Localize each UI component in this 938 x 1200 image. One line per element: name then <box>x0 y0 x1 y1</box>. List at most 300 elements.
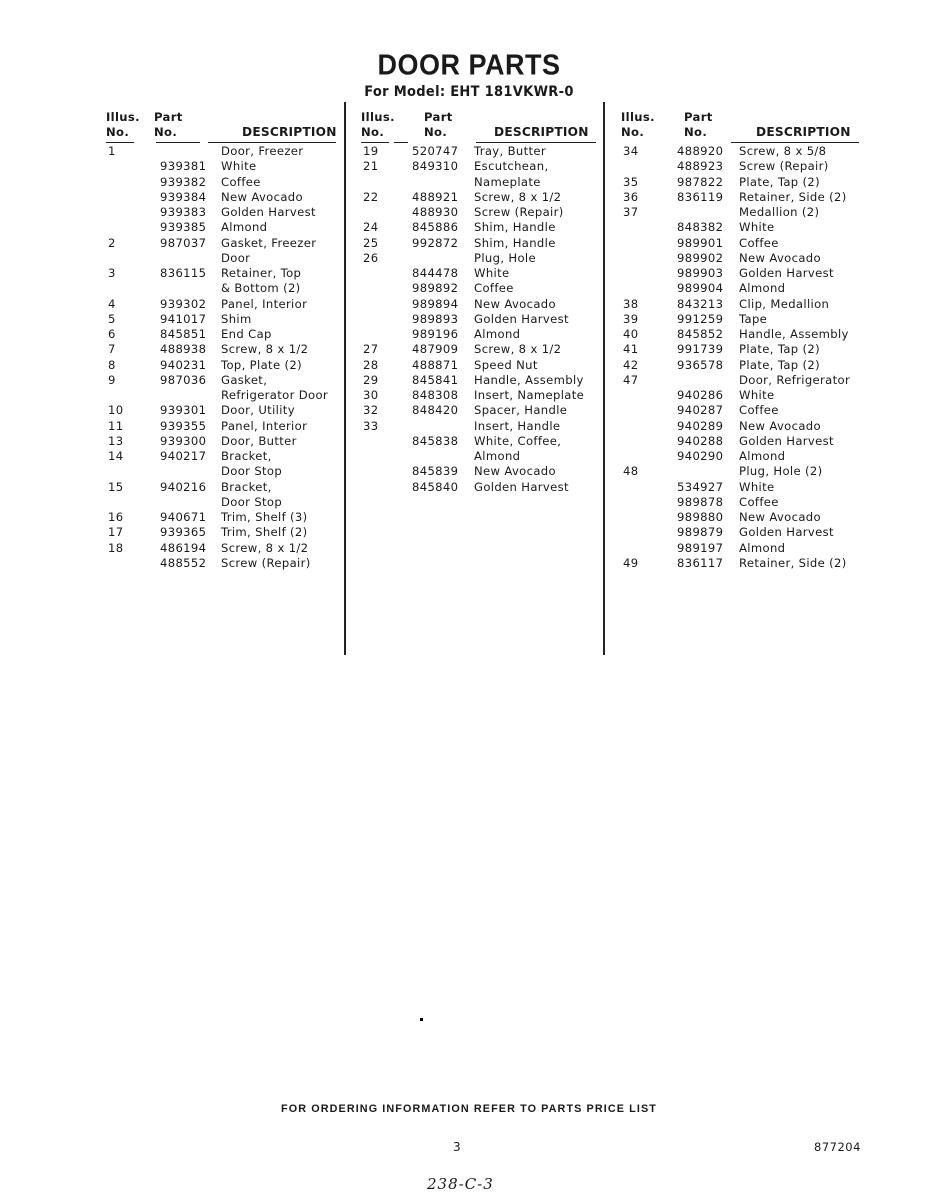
illus-number: 29 <box>363 372 379 387</box>
part-description: Almond <box>221 220 268 235</box>
part-header-line2: No. <box>154 125 178 139</box>
part-description: Coffee <box>739 403 779 418</box>
part-description: Screw, 8 x 5/8 <box>739 144 827 158</box>
part-description: Door, Refrigerator <box>739 372 851 387</box>
part-description: Trim, Shelf (3) <box>221 510 308 524</box>
part-description: New Avocado <box>739 250 821 265</box>
part-description: Screw (Repair) <box>474 205 564 219</box>
illus-number: 39 <box>623 311 639 326</box>
part-number: 939355 <box>160 418 207 433</box>
illus-number: 1 <box>108 144 116 158</box>
part-row <box>621 190 861 205</box>
part-description: Coffee <box>739 494 779 509</box>
part-row <box>106 373 336 388</box>
part-row <box>361 373 601 388</box>
column-divider <box>344 102 346 655</box>
part-description: Tape <box>739 311 768 326</box>
part-description: Bracket, <box>221 479 272 494</box>
part-row <box>621 342 861 357</box>
part-description: Retainer, Side (2) <box>739 189 847 204</box>
part-description: White <box>221 159 257 174</box>
parts-column-2 <box>361 110 601 495</box>
illus-header-line2: No. <box>361 125 385 139</box>
part-description: Door Stop <box>221 464 283 479</box>
part-row <box>106 236 336 251</box>
part-row <box>361 312 601 327</box>
part-row <box>621 205 861 220</box>
description-header: DESCRIPTION <box>756 125 851 139</box>
part-number: 987822 <box>677 174 724 189</box>
part-row <box>361 434 601 449</box>
part-row <box>361 480 601 495</box>
model-subtitle: For Model: EHT 181VKWR-0 <box>364 84 574 100</box>
part-description: Plate, Tap (2) <box>739 357 820 372</box>
part-number: 989894 <box>412 296 459 311</box>
part-header <box>154 110 183 140</box>
part-number: 845886 <box>412 220 459 235</box>
part-number: 987036 <box>160 372 207 387</box>
illus-number: 33 <box>363 418 379 433</box>
part-header-line1: Part <box>424 110 453 124</box>
part-header-line2: No. <box>424 125 448 139</box>
part-row <box>361 342 601 357</box>
part-number: 845839 <box>412 464 459 479</box>
part-description: Handle, Assembly <box>739 327 849 341</box>
part-description: Door, Utility <box>221 403 295 418</box>
parts-rows <box>106 144 336 571</box>
illus-number: 14 <box>108 449 124 463</box>
part-number: 488920 <box>677 144 724 158</box>
part-number: 845851 <box>160 327 207 341</box>
part-row <box>361 266 601 281</box>
part-row <box>621 327 861 342</box>
part-description: Plug, Hole <box>474 250 536 265</box>
part-number: 848382 <box>677 220 724 235</box>
part-description: White <box>474 266 510 280</box>
part-description: Insert, Handle <box>474 418 561 433</box>
part-row <box>106 525 336 540</box>
part-row <box>106 449 336 464</box>
part-description: Gasket, Freezer <box>221 235 317 250</box>
part-row <box>361 251 601 266</box>
illus-number: 28 <box>363 357 379 372</box>
part-row <box>106 205 336 220</box>
parts-rows <box>361 144 601 495</box>
part-row <box>621 220 861 235</box>
part-row <box>361 388 601 403</box>
part-description: Plug, Hole (2) <box>739 464 823 479</box>
illus-number: 8 <box>108 357 116 372</box>
part-row <box>361 403 601 418</box>
part-description: Panel, Interior <box>221 296 308 311</box>
part-number: 989901 <box>677 235 724 250</box>
part-description: Coffee <box>474 281 514 296</box>
description-header: DESCRIPTION <box>242 125 337 139</box>
illus-number: 17 <box>108 525 124 540</box>
part-number: 989879 <box>677 525 724 540</box>
part-row <box>106 403 336 418</box>
part-header-line1: Part <box>154 110 183 124</box>
part-number: 845840 <box>412 479 459 494</box>
illus-number: 16 <box>108 510 124 524</box>
part-number: 939300 <box>160 433 207 448</box>
part-description: Refrigerator Door <box>221 388 329 402</box>
part-description: Retainer, Side (2) <box>739 555 847 570</box>
part-description: Plate, Tap (2) <box>739 342 820 357</box>
illus-number: 25 <box>363 235 379 250</box>
part-description: White <box>739 388 775 402</box>
part-number: 939385 <box>160 220 207 235</box>
part-number: 488871 <box>412 357 459 372</box>
illus-number: 41 <box>623 342 639 357</box>
illus-number: 40 <box>623 327 639 341</box>
illus-header-line2: No. <box>621 125 645 139</box>
part-number: 520747 <box>412 144 459 158</box>
illus-number: 37 <box>623 205 639 219</box>
part-description: Screw, 8 x 1/2 <box>474 189 562 204</box>
part-row <box>621 358 861 373</box>
part-number: 845838 <box>412 433 459 448</box>
illus-header-line1: Illus. <box>621 110 655 124</box>
illus-header-line1: Illus. <box>361 110 395 124</box>
part-number: 940217 <box>160 449 207 463</box>
part-description: White <box>739 220 775 235</box>
scan-speck <box>420 1018 423 1021</box>
part-number: 939382 <box>160 174 207 189</box>
part-number: 843213 <box>677 296 724 311</box>
part-description: Almond <box>739 540 786 555</box>
part-number: 939383 <box>160 205 207 219</box>
part-number: 845852 <box>677 327 724 341</box>
part-row <box>621 175 861 190</box>
part-row <box>361 144 601 159</box>
part-number: 989878 <box>677 494 724 509</box>
part-description: Golden Harvest <box>221 205 316 219</box>
part-number: 940671 <box>160 510 207 524</box>
illus-number: 7 <box>108 342 116 357</box>
part-number: 989197 <box>677 540 724 555</box>
part-number: 939301 <box>160 403 207 418</box>
illus-number: 2 <box>108 235 116 250</box>
part-row <box>361 205 601 220</box>
part-number: 940287 <box>677 403 724 418</box>
part-number: 836115 <box>160 266 207 280</box>
part-description: Trim, Shelf (2) <box>221 525 308 540</box>
part-row <box>621 556 861 571</box>
illus-number: 21 <box>363 159 379 174</box>
part-row <box>361 297 601 312</box>
part-description: Coffee <box>221 174 261 189</box>
illus-number: 42 <box>623 357 639 372</box>
part-row <box>106 342 336 357</box>
part-description: Shim, Handle <box>474 220 556 235</box>
column-header <box>106 110 336 144</box>
part-row <box>106 510 336 525</box>
part-row <box>621 449 861 464</box>
part-description: Gasket, <box>221 372 268 387</box>
illus-header <box>621 110 655 140</box>
part-description: Top, Plate (2) <box>221 357 302 372</box>
part-number: 849310 <box>412 159 459 174</box>
part-row <box>361 464 601 479</box>
illus-number: 19 <box>363 144 379 158</box>
illus-header <box>361 110 395 140</box>
part-number: 534927 <box>677 479 724 494</box>
part-number: 939302 <box>160 296 207 311</box>
illus-number: 9 <box>108 372 116 387</box>
part-description: Bracket, <box>221 449 272 463</box>
part-row <box>621 434 861 449</box>
part-description: Panel, Interior <box>221 418 308 433</box>
part-row <box>106 434 336 449</box>
part-row <box>106 388 336 403</box>
part-row <box>106 297 336 312</box>
part-description: Coffee <box>739 235 779 250</box>
column-divider <box>603 102 605 655</box>
illus-number: 48 <box>623 464 639 479</box>
part-description: Almond <box>739 281 786 296</box>
part-description: Door Stop <box>221 494 283 509</box>
part-row <box>621 403 861 418</box>
part-number: 989892 <box>412 281 459 296</box>
part-row <box>106 419 336 434</box>
part-number: 989880 <box>677 510 724 524</box>
part-row <box>106 541 336 556</box>
illus-number: 27 <box>363 342 379 357</box>
part-row <box>621 144 861 159</box>
part-row <box>361 159 601 174</box>
part-header <box>684 110 713 140</box>
illus-number: 3 <box>108 266 116 280</box>
illus-number: 11 <box>108 418 124 433</box>
illus-number: 32 <box>363 403 379 418</box>
column-header <box>361 110 601 144</box>
part-row <box>106 495 336 510</box>
parts-column-3 <box>621 110 861 571</box>
part-description: Golden Harvest <box>739 525 834 540</box>
part-description: Spacer, Handle <box>474 403 568 418</box>
part-number: 939384 <box>160 189 207 204</box>
part-description: Handle, Assembly <box>474 372 584 387</box>
part-row <box>621 236 861 251</box>
part-description: Almond <box>474 449 521 463</box>
part-number: 991739 <box>677 342 724 357</box>
illus-number: 10 <box>108 403 124 418</box>
part-row <box>621 525 861 540</box>
part-row <box>361 449 601 464</box>
part-description: Screw, 8 x 1/2 <box>221 342 309 357</box>
part-number: 844478 <box>412 266 459 280</box>
illus-number: 34 <box>623 144 639 158</box>
part-description: Retainer, Top <box>221 266 302 280</box>
ordering-note: FOR ORDERING INFORMATION REFER TO PARTS PRICE LIST <box>281 1103 657 1115</box>
part-number: 989902 <box>677 250 724 265</box>
part-description: White, Coffee, <box>474 433 562 448</box>
part-header-line1: Part <box>684 110 713 124</box>
part-number: 991259 <box>677 311 724 326</box>
part-row <box>361 358 601 373</box>
part-description: Door, Freezer <box>221 144 304 158</box>
part-number: 488552 <box>160 555 207 570</box>
part-description: New Avocado <box>739 510 821 524</box>
part-row <box>621 266 861 281</box>
part-row <box>361 190 601 205</box>
part-description: New Avocado <box>221 189 303 204</box>
illus-number: 49 <box>623 555 639 570</box>
illus-header-line2: No. <box>106 125 130 139</box>
part-description: Shim <box>221 311 252 326</box>
part-row <box>106 175 336 190</box>
part-description: Clip, Medallion <box>739 296 830 311</box>
part-number: 848308 <box>412 388 459 402</box>
description-header: DESCRIPTION <box>494 125 589 139</box>
part-row <box>361 419 601 434</box>
part-row <box>106 281 336 296</box>
illus-number: 26 <box>363 250 379 265</box>
part-number: 486194 <box>160 540 207 555</box>
illus-number: 13 <box>108 433 124 448</box>
part-row <box>106 556 336 571</box>
illus-number: 18 <box>108 540 124 555</box>
part-number: 848420 <box>412 403 459 418</box>
part-description: & Bottom (2) <box>221 281 301 296</box>
part-row <box>621 159 861 174</box>
part-description: Screw (Repair) <box>221 555 311 570</box>
part-number: 989904 <box>677 281 724 296</box>
part-description: Medallion (2) <box>739 205 820 219</box>
part-number: 836117 <box>677 555 724 570</box>
part-header-line2: No. <box>684 125 708 139</box>
part-number: 940286 <box>677 388 724 402</box>
part-number: 836119 <box>677 189 724 204</box>
part-row <box>361 220 601 235</box>
part-row <box>621 281 861 296</box>
parts-rows <box>621 144 861 571</box>
part-number: 488930 <box>412 205 459 219</box>
part-description: Plate, Tap (2) <box>739 174 820 189</box>
part-row <box>621 388 861 403</box>
part-number: 939381 <box>160 159 207 174</box>
part-description: Screw, 8 x 1/2 <box>221 540 309 555</box>
part-row <box>361 281 601 296</box>
part-description: Screw (Repair) <box>739 159 829 174</box>
part-description: Golden Harvest <box>739 266 834 280</box>
part-row <box>106 190 336 205</box>
part-row <box>621 297 861 312</box>
part-row <box>106 144 336 159</box>
illus-number: 36 <box>623 189 639 204</box>
column-header <box>621 110 861 144</box>
part-row <box>621 251 861 266</box>
part-number: 488938 <box>160 342 207 357</box>
part-number: 936578 <box>677 357 724 372</box>
part-description: New Avocado <box>739 418 821 433</box>
part-number: 992872 <box>412 235 459 250</box>
illus-number: 4 <box>108 296 116 311</box>
illus-header <box>106 110 140 140</box>
illus-number: 24 <box>363 220 379 235</box>
part-number: 940290 <box>677 449 724 463</box>
part-row <box>621 510 861 525</box>
part-description: White <box>739 479 775 494</box>
part-row <box>106 327 336 342</box>
part-description: New Avocado <box>474 296 556 311</box>
part-row <box>106 159 336 174</box>
part-description: Door <box>221 250 251 265</box>
part-number: 940216 <box>160 479 207 494</box>
illus-number: 5 <box>108 311 116 326</box>
part-description: Insert, Nameplate <box>474 388 585 402</box>
part-number: 989903 <box>677 266 724 280</box>
part-number: 488923 <box>677 159 724 174</box>
page-number: 3 <box>453 1140 461 1154</box>
part-number: 845841 <box>412 372 459 387</box>
part-number: 940289 <box>677 418 724 433</box>
illus-number: 47 <box>623 372 639 387</box>
part-row <box>106 480 336 495</box>
illus-number: 15 <box>108 479 124 494</box>
part-row <box>361 175 601 190</box>
part-row <box>106 251 336 266</box>
part-row <box>106 312 336 327</box>
part-description: Golden Harvest <box>474 479 569 494</box>
part-description: Screw, 8 x 1/2 <box>474 342 562 357</box>
illus-header-line1: Illus. <box>106 110 140 124</box>
illus-number: 38 <box>623 296 639 311</box>
illus-number: 30 <box>363 388 379 402</box>
part-description: Almond <box>474 327 521 341</box>
part-number: 941017 <box>160 311 207 326</box>
handwritten-reference: 238-C-3 <box>427 1175 494 1193</box>
part-number: 488921 <box>412 189 459 204</box>
part-description: Speed Nut <box>474 357 538 372</box>
part-row <box>106 266 336 281</box>
illus-number: 6 <box>108 327 116 341</box>
part-description: Nameplate <box>474 174 541 189</box>
part-description: End Cap <box>221 327 272 341</box>
part-description: Tray, Butter <box>474 144 546 158</box>
part-number: 487909 <box>412 342 459 357</box>
illus-number: 35 <box>623 174 639 189</box>
part-number: 940288 <box>677 433 724 448</box>
part-number: 939365 <box>160 525 207 540</box>
part-row <box>621 495 861 510</box>
document-number: 877204 <box>814 1140 861 1154</box>
part-number: 989893 <box>412 311 459 326</box>
part-row <box>621 541 861 556</box>
part-description: Golden Harvest <box>739 433 834 448</box>
part-row <box>621 464 861 479</box>
part-row <box>106 358 336 373</box>
part-description: Escutchean, <box>474 159 549 174</box>
part-description: New Avocado <box>474 464 556 479</box>
part-number: 989196 <box>412 327 459 341</box>
part-row <box>621 373 861 388</box>
part-row <box>621 480 861 495</box>
illus-number: 22 <box>363 189 379 204</box>
part-number: 987037 <box>160 235 207 250</box>
part-row <box>361 327 601 342</box>
part-description: Door, Butter <box>221 433 297 448</box>
part-description: Golden Harvest <box>474 311 569 326</box>
part-row <box>621 419 861 434</box>
part-row <box>361 236 601 251</box>
part-description: Almond <box>739 449 786 463</box>
part-description: Shim, Handle <box>474 235 556 250</box>
part-row <box>106 464 336 479</box>
parts-column-1 <box>106 110 336 571</box>
page-title: DOOR PARTS <box>377 49 561 81</box>
